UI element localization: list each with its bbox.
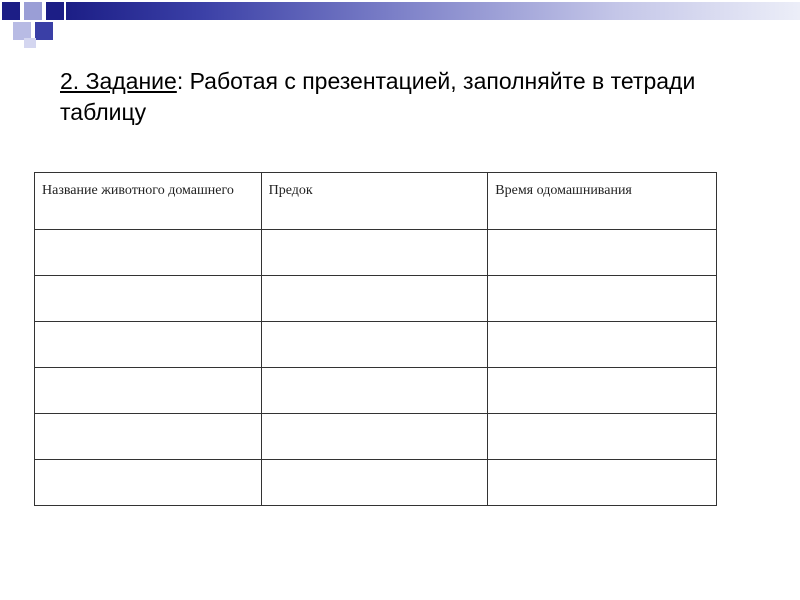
table-cell — [261, 230, 488, 276]
table-row — [35, 322, 717, 368]
table-cell — [35, 276, 262, 322]
table-cell — [488, 276, 717, 322]
table-cell — [488, 322, 717, 368]
slide-heading — [60, 66, 760, 128]
table-cell — [35, 460, 262, 506]
decorative-squares-icon — [0, 0, 70, 50]
table-cell — [488, 460, 717, 506]
table-cell — [261, 322, 488, 368]
table-cell — [261, 368, 488, 414]
top-gradient-bar — [66, 2, 800, 20]
table-row — [35, 460, 717, 506]
task-label: 2. Задание — [60, 68, 177, 94]
table-cell — [261, 414, 488, 460]
column-header-domestication-time: Время одомашнивания — [488, 173, 717, 230]
table-row — [35, 230, 717, 276]
table-cell — [35, 368, 262, 414]
notes-table — [34, 172, 717, 506]
table-cell — [261, 460, 488, 506]
task-text: : Работая с презентацией, заполняйте в тетради таблицу — [60, 68, 696, 125]
table-row — [35, 276, 717, 322]
table-cell — [488, 414, 717, 460]
table-cell — [488, 368, 717, 414]
table-cell — [35, 414, 262, 460]
table-row — [35, 368, 717, 414]
table-cell — [35, 230, 262, 276]
column-header-animal-name: Название животного домашнего — [35, 173, 262, 230]
table-cell — [261, 276, 488, 322]
table-cell — [35, 322, 262, 368]
table-row — [35, 414, 717, 460]
column-header-ancestor: Предок — [261, 173, 488, 230]
table-cell — [488, 230, 717, 276]
table-header-row — [35, 173, 717, 230]
